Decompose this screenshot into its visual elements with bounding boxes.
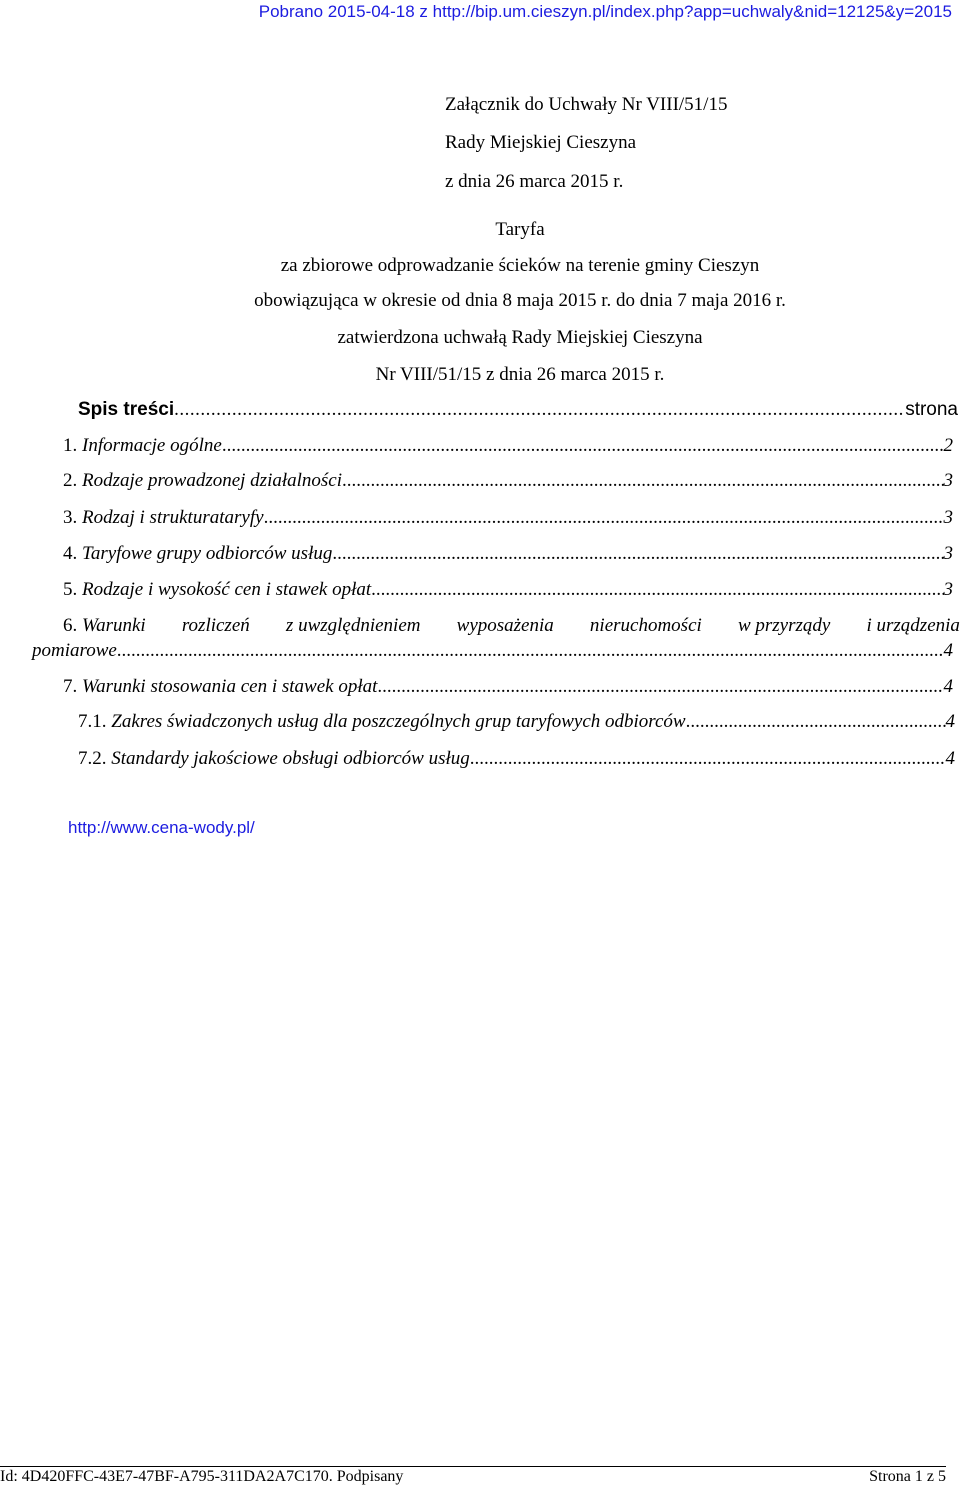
toc-item-page: 4 bbox=[945, 711, 955, 732]
toc-heading bbox=[78, 399, 958, 421]
footer-document-id: Id: 4D420FFC-43E7-47BF-A795-311DA2A7C170. Podpisany bbox=[0, 1468, 404, 1485]
toc-leader bbox=[264, 507, 944, 529]
toc-leader bbox=[332, 543, 943, 565]
footer-divider bbox=[0, 1466, 946, 1467]
toc-item-number: 7. bbox=[63, 676, 78, 697]
toc-item-text: nieruchomości bbox=[589, 615, 702, 636]
toc-page-label: strona bbox=[905, 399, 958, 420]
download-source-link[interactable]: Pobrano 2015-04-18 z http://bip.um.cieszyn.pl/index.php?app=uchwaly&nid=12125&y=2015 bbox=[258, 2, 952, 21]
toc-item-text: wyposażenia bbox=[456, 615, 554, 636]
toc-item-number: 4. bbox=[63, 543, 78, 564]
toc-item-text: z uwzględnieniem bbox=[285, 615, 421, 636]
toc-item-7-2[interactable] bbox=[78, 748, 955, 770]
toc-item-page: 4 bbox=[943, 676, 953, 697]
cena-wody-link[interactable]: http://www.cena-wody.pl/ bbox=[68, 818, 255, 837]
toc-item-text: Warunki bbox=[82, 615, 146, 636]
toc-item-page: 2 bbox=[943, 435, 953, 456]
toc-leader bbox=[117, 640, 944, 662]
toc-item-number: 5. bbox=[63, 579, 78, 600]
toc-item-text: w przyrządy bbox=[737, 615, 831, 636]
toc-item-number: 3. bbox=[63, 507, 78, 528]
toc-item-page: 3 bbox=[943, 579, 953, 600]
toc-item-2[interactable] bbox=[63, 470, 953, 492]
toc-leader bbox=[174, 399, 905, 421]
toc-leader bbox=[342, 470, 943, 492]
toc-item-page: 4 bbox=[945, 748, 955, 769]
toc-item-page: 3 bbox=[943, 543, 953, 564]
toc-leader bbox=[377, 676, 943, 698]
annex-line-3: z dnia 26 marca 2015 r. bbox=[445, 171, 624, 192]
toc-leader bbox=[371, 579, 943, 601]
title-subject: za zbiorowe odprowadzanie ścieków na terenie gminy Cieszyn bbox=[280, 255, 760, 276]
toc-leader bbox=[686, 711, 946, 733]
title-approval: zatwierdzona uchwałą Rady Miejskiej Cieszyna bbox=[337, 327, 703, 348]
toc-item-1[interactable] bbox=[63, 435, 953, 457]
toc-item-6[interactable] bbox=[63, 615, 960, 637]
document-title: Taryfa bbox=[495, 219, 545, 240]
toc-item-number: 7.2. bbox=[78, 748, 107, 769]
toc-item-page: 3 bbox=[943, 470, 953, 491]
toc-leader bbox=[222, 435, 944, 457]
toc-item-text: Zakres świadczonych usług dla poszczególnych grup taryfowych odbiorców bbox=[111, 711, 686, 732]
toc-item-page: 3 bbox=[943, 507, 953, 528]
toc-item-text: i urządzenia bbox=[866, 615, 960, 636]
title-resolution-number: Nr VIII/51/15 z dnia 26 marca 2015 r. bbox=[375, 364, 665, 385]
toc-item-number: 1. bbox=[63, 435, 78, 456]
toc-item-page: 4 bbox=[943, 640, 953, 661]
toc-item-6-continuation[interactable] bbox=[32, 640, 953, 662]
toc-item-text: Warunki stosowania cen i stawek opłat bbox=[82, 676, 378, 697]
toc-leader bbox=[470, 748, 946, 770]
toc-item-3[interactable] bbox=[63, 507, 953, 529]
toc-item-5[interactable] bbox=[63, 579, 953, 601]
toc-item-number: 7.1. bbox=[78, 711, 107, 732]
annex-line-1: Załącznik do Uchwały Nr VIII/51/15 bbox=[445, 94, 728, 115]
toc-item-text: Standardy jakościowe obsługi odbiorców usług bbox=[111, 748, 470, 769]
toc-item-text: pomiarowe bbox=[32, 640, 117, 661]
toc-item-text: rozliczeń bbox=[181, 615, 250, 636]
toc-heading-label: Spis treści bbox=[78, 399, 175, 420]
title-validity-period: obowiązująca w okresie od dnia 8 maja 2015 r. do dnia 7 maja 2016 r. bbox=[254, 290, 786, 311]
toc-item-text: Informacje ogólne bbox=[82, 435, 222, 456]
annex-line-2: Rady Miejskiej Cieszyna bbox=[445, 132, 637, 153]
toc-item-text: Rodzaje i wysokość cen i stawek opłat bbox=[82, 579, 372, 600]
toc-item-text: Rodzaje prowadzonej działalności bbox=[82, 470, 343, 491]
toc-item-text: Rodzaj i strukturataryfy bbox=[82, 507, 264, 528]
toc-item-7-1[interactable] bbox=[78, 711, 955, 733]
toc-item-text: Taryfowe grupy odbiorców usług bbox=[82, 543, 333, 564]
toc-item-7[interactable] bbox=[63, 676, 953, 698]
toc-item-number: 2. bbox=[63, 470, 78, 491]
toc-item-number: 6. bbox=[63, 615, 78, 636]
toc-item-4[interactable] bbox=[63, 543, 953, 565]
footer-page-number: Strona 1 z 5 bbox=[869, 1468, 946, 1485]
